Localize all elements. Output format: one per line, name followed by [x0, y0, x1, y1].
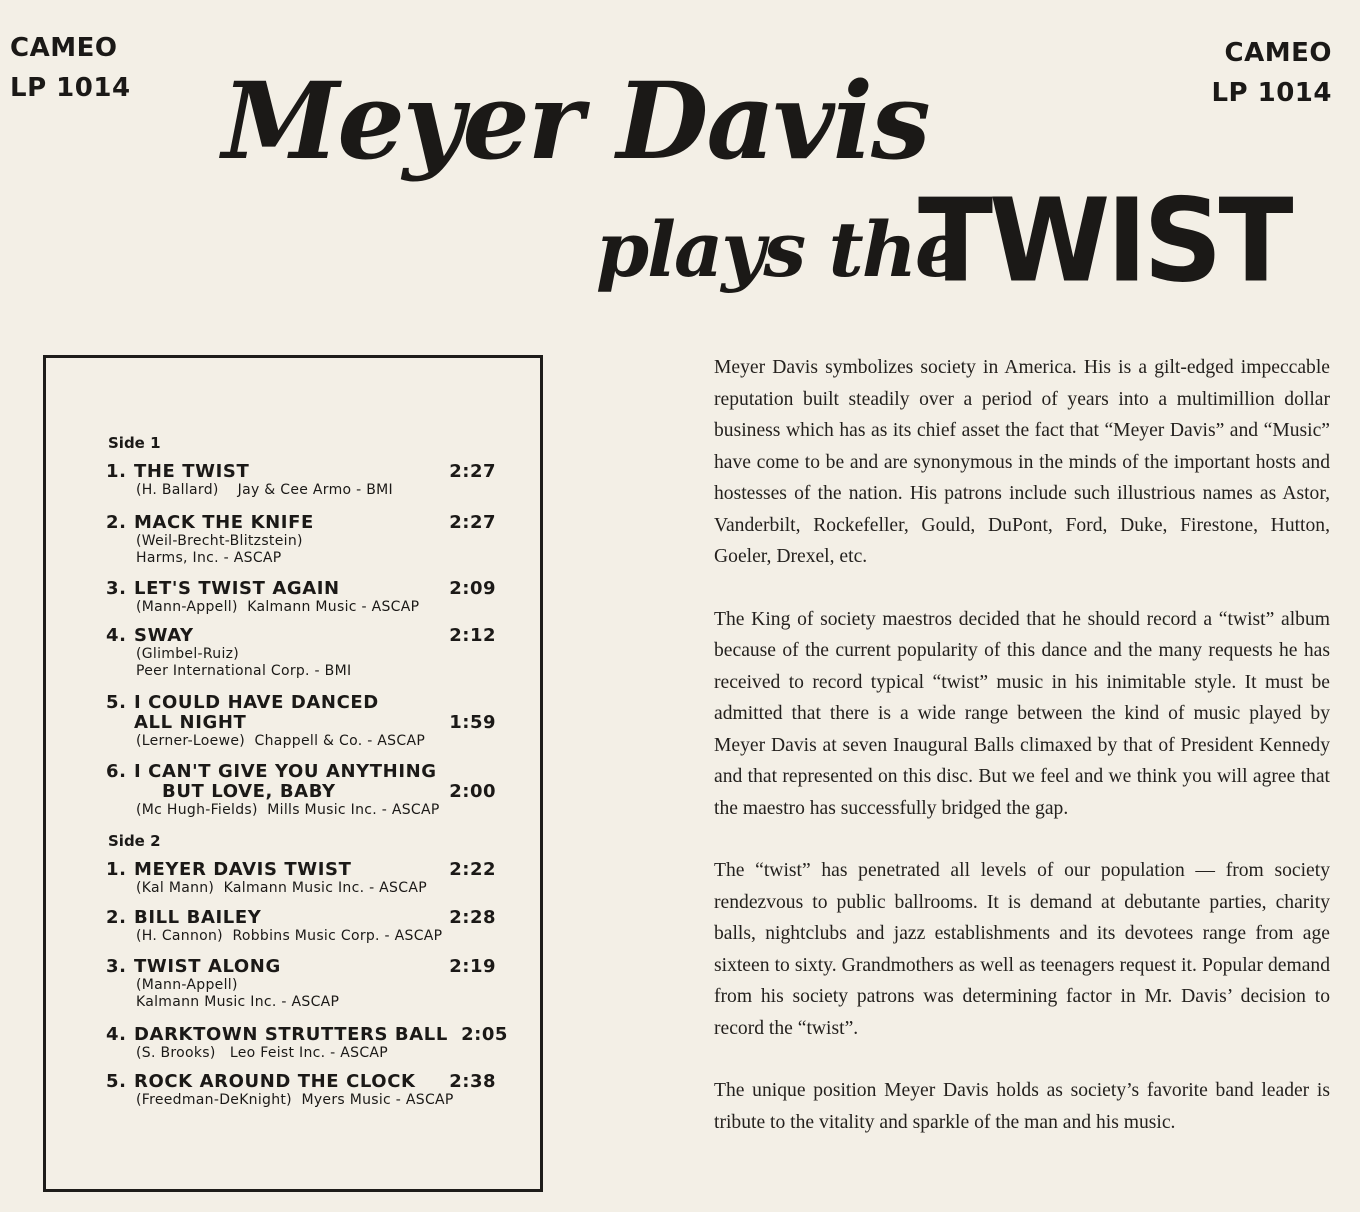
- track-number: 1.: [106, 461, 127, 482]
- tracklist-box: [43, 355, 543, 1192]
- track-title: MACK THE KNIFE: [134, 512, 314, 533]
- track-number: 5.: [106, 692, 127, 713]
- track-duration: 2:22: [449, 859, 496, 880]
- track-title: I COULD HAVE DANCED: [134, 692, 379, 713]
- track-number: 3.: [106, 956, 127, 977]
- track-title: SWAY: [134, 625, 194, 646]
- track-item: [106, 693, 496, 750]
- track-title: THE TWIST: [134, 461, 250, 482]
- track-heading: [106, 762, 496, 782]
- track-item: [106, 908, 496, 945]
- side-label: Side 1: [108, 434, 161, 452]
- record-label-name: CAMEO: [1224, 38, 1332, 68]
- track-title-continued: BUT LOVE, BABY: [162, 781, 336, 802]
- track-credit: (H. Ballard) Jay & Cee Armo - BMI: [136, 482, 393, 498]
- track-heading: [106, 462, 496, 482]
- track-credit: (Kal Mann) Kalmann Music Inc. - ASCAP: [136, 880, 427, 896]
- track-number: 1.: [106, 859, 127, 880]
- album-title-artist: Meyer Davis: [222, 58, 929, 183]
- track-item: [106, 1072, 496, 1109]
- track-item: [106, 762, 496, 819]
- track-title: ROCK AROUND THE CLOCK: [134, 1071, 416, 1092]
- track-heading: [106, 693, 496, 713]
- spacer: [436, 693, 496, 713]
- track-credit: (S. Brooks) Leo Feist Inc. - ASCAP: [136, 1045, 389, 1061]
- track-number: 4.: [106, 1024, 127, 1045]
- track-number: 6.: [106, 761, 127, 782]
- track-heading: [106, 513, 496, 533]
- track-title: LET'S TWIST AGAIN: [134, 578, 340, 599]
- track-duration: 2:00: [449, 781, 496, 802]
- track-heading: [106, 1072, 496, 1092]
- track-duration: 2:19: [449, 956, 496, 977]
- track-heading: [106, 579, 496, 599]
- track-title: I CAN'T GIVE YOU ANYTHING: [134, 761, 437, 782]
- track-title: MEYER DAVIS TWIST: [134, 859, 352, 880]
- track-duration: 2:05: [461, 1024, 508, 1045]
- liner-notes: [714, 352, 1330, 1169]
- side-label: Side 2: [108, 832, 161, 850]
- track-heading: [106, 957, 496, 977]
- track-item: [106, 513, 496, 567]
- track-credit: Kalmann Music Inc. - ASCAP: [136, 994, 340, 1010]
- track-title: BILL BAILEY: [134, 907, 262, 928]
- track-credit: (Mann-Appell): [136, 977, 238, 993]
- track-title: TWIST ALONG: [134, 956, 281, 977]
- track-credit: (H. Cannon) Robbins Music Corp. - ASCAP: [136, 928, 443, 944]
- track-duration: 2:38: [449, 1071, 496, 1092]
- track-number: 5.: [106, 1071, 127, 1092]
- liner-notes-paragraph: Meyer Davis symbolizes society in America. His is a gilt-edged impeccable reputation built steadily over a period of years into a multimillion dollar business which has as its chief asset the fact that “Meyer Davis” and “Music” have come to be and are synonymous in the minds of the important hosts and hostesses of the nation. His patrons include such illustrious names as Astor, Vanderbilt, Rockefeller, Gould, DuPont, Ford, Duke, Firestone, Hutton, Goeler, Drexel, etc.: [714, 357, 1330, 567]
- track-duration: 2:27: [449, 512, 496, 533]
- catalog-number: LP 1014: [10, 73, 131, 103]
- track-duration: 2:12: [449, 625, 496, 646]
- track-item: [106, 957, 496, 1011]
- track-credit: (Weil-Brecht-Blitzstein): [136, 533, 303, 549]
- track-heading: [106, 1024, 508, 1045]
- track-credit: (Lerner-Loewe) Chappell & Co. - ASCAP: [136, 733, 426, 749]
- track-credit: Harms, Inc. - ASCAP: [136, 550, 282, 566]
- album-title-twist: TWIST: [918, 173, 1290, 308]
- track-credit: (Freedman-DeKnight) Myers Music - ASCAP: [136, 1092, 454, 1108]
- track-number: 4.: [106, 625, 127, 646]
- track-title: DARKTOWN STRUTTERS BALL: [134, 1024, 448, 1045]
- track-title-continued-row: [134, 713, 496, 733]
- spacer: [437, 762, 497, 782]
- track-heading: [106, 860, 496, 880]
- track-credit: (Mann-Appell) Kalmann Music - ASCAP: [136, 599, 420, 615]
- track-item: [106, 626, 496, 680]
- track-duration: 1:59: [449, 712, 496, 733]
- liner-notes-paragraph: The King of society maestros decided that he should record a “twist” album because of the current popularity of this dance and the many requests he has received to record typical “twist” music in his inimitable style. It must be admitted that there is a wide range between the kind of music played by Meyer Davis at seven Inaugural Balls climaxed by that of President Kennedy and that represented on this disc. But we feel and we think you will agree that the maestro has successfully bridged the gap.: [714, 608, 1330, 819]
- track-heading: [106, 626, 496, 646]
- track-credit: (Glimbel-Ruiz): [136, 646, 240, 662]
- album-title-plays-the: plays the: [596, 205, 962, 294]
- track-duration: 2:28: [449, 907, 496, 928]
- record-label-name: CAMEO: [10, 33, 118, 63]
- track-title-continued: ALL NIGHT: [134, 712, 247, 733]
- track-duration: 2:27: [449, 461, 496, 482]
- track-item: [106, 462, 496, 499]
- track-credit: Peer International Corp. - BMI: [136, 663, 352, 679]
- track-title-continued-row: [134, 782, 496, 802]
- track-number: 3.: [106, 578, 127, 599]
- track-heading: [106, 908, 496, 928]
- track-item: [106, 1024, 508, 1062]
- liner-notes-paragraph: The “twist” has penetrated all levels of our population — from society rendezvous to public ballrooms. It is demand at debutante parties, charity balls, nightclubs and jazz establishments and its devotees range from age sixteen to sixty. Grandmothers as well as teenagers request it. Popular demand from his society patrons was determining factor in Mr. Davis’ decision to record the “twist”.: [714, 860, 1330, 1039]
- track-item: [106, 579, 496, 616]
- catalog-number: LP 1014: [1211, 78, 1332, 108]
- liner-notes-paragraph: The unique position Meyer Davis holds as society’s favorite band leader is tribute to the vitality and sparkle of the man and his music.: [714, 1080, 1330, 1133]
- track-duration: 2:09: [449, 578, 496, 599]
- catalog-label-right: [1211, 33, 1332, 113]
- track-credit: (Mc Hugh-Fields) Mills Music Inc. - ASCAP: [136, 802, 440, 818]
- track-number: 2.: [106, 907, 127, 928]
- track-number: 2.: [106, 512, 127, 533]
- catalog-label-left: [10, 28, 131, 108]
- track-item: [106, 860, 496, 897]
